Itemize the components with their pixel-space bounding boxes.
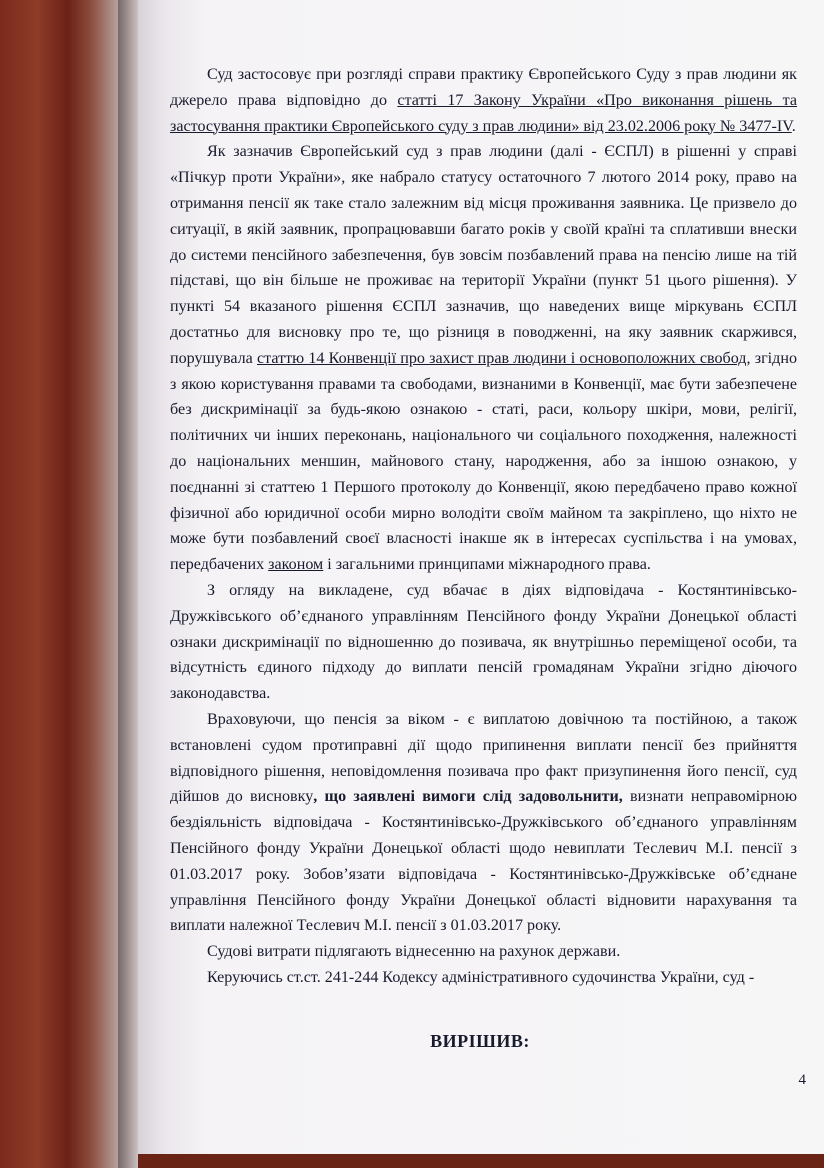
law-reference-link[interactable]: статті 17 Закону України «Про виконання рішень та застосування практики Європейського суду з прав людини» від 23.02.2006 року № 3477-IV	[170, 91, 797, 135]
bold-conclusion: , що заявлені вимоги слід задовольнити,	[313, 788, 623, 806]
paragraph: З огляду на викладене, суд вбачає в діях відповідача - Костянтинівсько-Дружківського об’єднаного управлінням Пенсійного фонду України Донецької області ознаки дискримінації по відношенню до позивача, як внутрішньо переміщеної особи, та відсутність єдиного підходу до виплати пенсій громадянам України згідно діючого законодавства.	[170, 581, 797, 703]
decision-heading: ВИРІШИВ:	[430, 1031, 530, 1051]
convention-reference-link[interactable]: статтю 14 Конвенції про захист прав людини і основоположних свобод	[257, 349, 747, 367]
paragraph: Судові витрати підлягають віднесенню на рахунок держави.	[207, 943, 621, 961]
paragraph: Як зазначив Європейський суд з прав людини (далі - ЄСПЛ) в рішенні у справі «Пічкур проти України», яке набрало статусу остаточного 7 лютого 2014 року, право на отримання пенсії як таке стало залежним від місця проживання заявника. Це призвело до ситуації, в якій заявник, пропрацювавши багато років у своїй країні та сплативши внески до системи пенсійного забезпечення, був зовсім позбавлений права на пенсію лише на тій підставі, що він більше не проживає на території України (пункт 51 цього рішення). У пункті 54 вказаного рішення ЄСПЛ зазначив, що наведених вище міркувань ЄСПЛ достатньо для висновку про те, що різниця в поводженні, на яку заявник скаржився, порушувала статтю 14 Конвенції про захист прав людини і основоположних свобод, згідно з якою користування правами та свободами, визнаними в Конвенції, має бути забезпечене без дискримінації за будь-якою ознакою - статі, раси, кольору шкіри, мови, релігії, політичних чи інших переконань, національного чи соціального походження, належності до національних меншин, майнового стану, народження, або за іншою ознакою, у поєднанні зі статтею 1 Першого протоколу до Конвенції, якою передбачено право кожної фізичної або юридичної особи мирно володіти своїм майном та закріплено, що ніхто не може бути позбавлений своєї власності інакше як в інтересах суспільства і на умовах, передбачених законом і загальними принципами міжнародного права.	[170, 143, 797, 574]
document-page	[138, 0, 824, 1168]
paragraph: Враховуючи, що пенсія за віком - є виплатою довічною та постійною, а також встановлені судом протиправні дії щодо припинення виплати пенсії без прийняття відповідного рішення, неповідомлення позивача про факт призупинення його пенсії, суд дійшов до висновку, що заявлені вимоги слід задовольнити, визнати неправомірною бездіяльність відповідача - Костянтинівсько-Дружківського об’єднаного управлінням Пенсійного фонду України Донецької області щодо невиплати Теслевич М.І. пенсії з 01.03.2017 року. Зобов’язати відповідача - Костянтинівсько-Дружківське об’єднане управління Пенсійного фонду України Донецької області відновити нарахування та виплати належної Теслевич М.І. пенсії з 01.03.2017 року.	[170, 710, 797, 935]
binding-shadow	[118, 0, 138, 1168]
paragraph: Керуючись ст.ст. 241-244 Кодексу адміністративного судочинства України, суд -	[207, 968, 755, 986]
document-body	[170, 62, 797, 991]
law-link[interactable]: законом	[268, 556, 324, 574]
page-number: 4	[798, 1072, 806, 1088]
paragraph: Суд застосовує при розгляді справи практику Європейського Суду з прав людини як джерело права відповідно до статті 17 Закону України «Про виконання рішень та застосування практики Європейського суду з прав людини» від 23.02.2006 року № 3477-IV.	[170, 66, 797, 135]
page-bottom-edge	[138, 1154, 824, 1168]
